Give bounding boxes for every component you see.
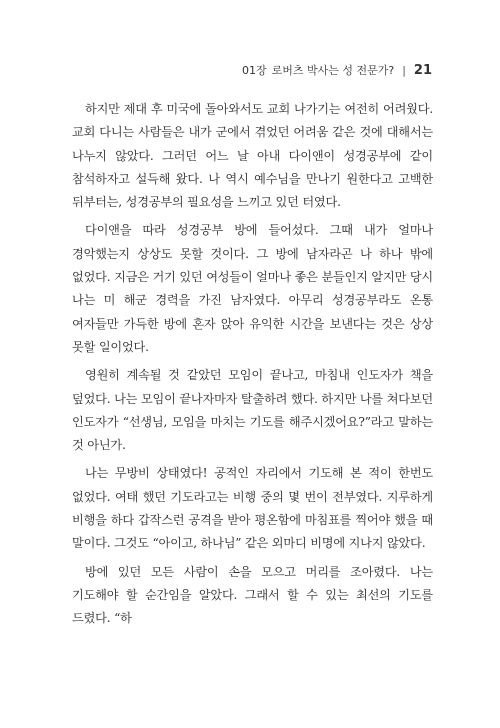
- paragraph-3: 영원히 계속될 것 같았던 모임이 끝나고, 마침내 인도자가 책을 덮었다. 나는 모임이 끝나자마자 탈출하려 했다. 하지만 나를 쳐다보던 인도자가 “선생님, 모임을 마치는 기도를 해주시겠어요?”라고 말하는 것 아닌가.: [72, 368, 433, 453]
- paragraph-2: 다이앤을 따라 성경공부 방에 들어섰다. 그때 내가 얼마나 경악했는지 상상도 못할 것이다. 그 방에 남자라곤 나 하나 밖에 없었다. 지금은 거기 있던 여성들이 얼마나 좋은 분들인지 알지만 당시 나는 미 해군 경력을 가진 남자였다. 아무리 성경공부라도 온통 여자들만 가득한 방에 혼자 앉아 유익한 시간을 보낸다는 것은 상상 못할 일이었다.: [72, 223, 433, 354]
- paragraph-4: 나는 무방비 상태였다! 공적인 자리에서 기도해 본 적이 한번도 없었다. 여태 했던 기도라고는 비행 중의 몇 번이 전부였다. 지루하게 비행을 하다 갑작스런 공격을 받아 평온함에 마침표를 찍어야 했을 때 말이다. 그것도 “아이고, 하나님” 같은 외마디 비명에 지나지 않았다.: [72, 466, 433, 551]
- chapter-title: 로버츠 박사는 성 전문가?: [271, 64, 395, 77]
- body-text: [72, 98, 433, 636]
- chapter-label: 01장: [241, 64, 267, 77]
- page-number: 21: [413, 63, 432, 78]
- running-head: [242, 62, 432, 78]
- header-separator: |: [402, 64, 406, 77]
- paragraph-5: 방에 있던 모든 사람이 손을 모으고 머리를 조아렸다. 나는 기도해야 할 순간임을 알았다. 그래서 할 수 있는 최선의 기도를 드렸다. “하: [72, 564, 433, 626]
- paragraph-1: 하지만 제대 후 미국에 돌아와서도 교회 나가기는 여전히 어려웠다. 교회 다니는 사람들은 내가 군에서 겪었던 어려움 같은 것에 대해서는 나누지 않았다. 그러던 어느 날 아내 다이앤이 성경공부에 같이 참석하자고 설득해 왔다. 나 역시 예수님을 만나기 원한다고 고백한 뒤부터는, 성경공부의 필요성을 느끼고 있던 터였다.: [72, 102, 433, 210]
